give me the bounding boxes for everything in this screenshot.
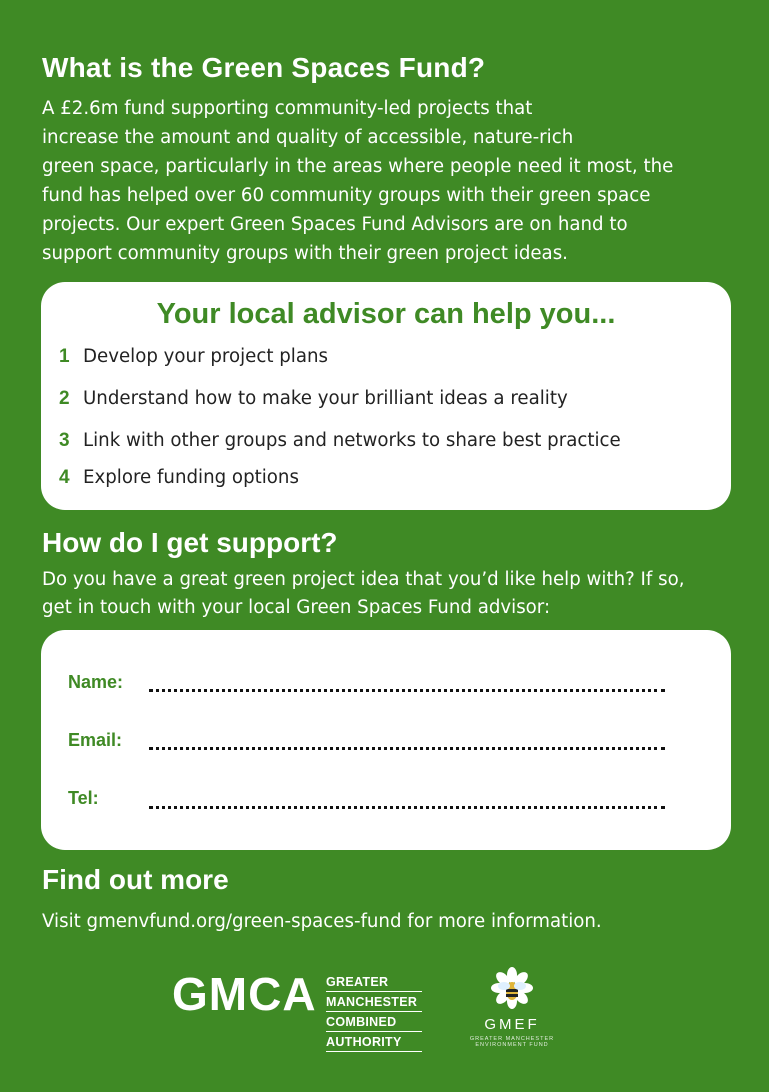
help-list-item bbox=[59, 467, 299, 489]
gmef-logo-subtext: GREATER MANCHESTER ENVIRONMENT FUND bbox=[469, 1036, 555, 1048]
name-field[interactable] bbox=[149, 689, 665, 692]
tel-label: Tel: bbox=[68, 788, 99, 808]
gmca-logo-word: AUTHORITY bbox=[326, 1032, 422, 1052]
help-item-number: 4 bbox=[59, 467, 70, 488]
help-list-item bbox=[59, 430, 621, 452]
gmca-logo-mark: GMCA bbox=[172, 968, 317, 1020]
gmca-logo-word: GREATER bbox=[326, 972, 422, 992]
intro-line: fund has helped over 60 community groups with their green space bbox=[42, 185, 651, 206]
help-item-text: Link with other groups and networks to share best practice bbox=[83, 430, 621, 451]
intro-line: support community groups with their green project ideas. bbox=[42, 243, 568, 264]
advisor-card-title: Your local advisor can help you... bbox=[156, 298, 616, 330]
email-field[interactable] bbox=[149, 747, 665, 750]
gmef-logo bbox=[462, 966, 562, 1056]
gmef-logo-text: GMEF bbox=[484, 1016, 540, 1033]
gmca-logo-word: COMBINED bbox=[326, 1012, 422, 1032]
support-line: Do you have a great green project idea that you’d like help with? If so, bbox=[42, 569, 685, 590]
advisor-help-card bbox=[41, 282, 731, 510]
help-list-item bbox=[59, 388, 568, 410]
help-item-text: Understand how to make your brilliant ideas a reality bbox=[83, 388, 568, 409]
help-item-number: 3 bbox=[59, 430, 70, 451]
page-title: What is the Green Spaces Fund? bbox=[42, 52, 486, 83]
intro-line: A £2.6m fund supporting community-led projects that bbox=[42, 98, 533, 119]
intro-line: green space, particularly in the areas where people need it most, the bbox=[42, 156, 674, 177]
help-list-item bbox=[59, 346, 328, 368]
intro-paragraph bbox=[42, 94, 742, 268]
find-out-text: Visit gmenvfund.org/green-spaces-fund for more information. bbox=[42, 911, 602, 932]
intro-line: projects. Our expert Green Spaces Fund Advisors are on hand to bbox=[42, 214, 628, 235]
help-item-number: 2 bbox=[59, 388, 70, 409]
gmca-logo-word: MANCHESTER bbox=[326, 992, 422, 1012]
support-paragraph bbox=[42, 566, 742, 622]
help-item-number: 1 bbox=[59, 346, 70, 367]
support-line: get in touch with your local Green Spaces Fund advisor: bbox=[42, 597, 551, 618]
find-out-heading: Find out more bbox=[42, 864, 229, 895]
support-heading: How do I get support? bbox=[42, 527, 338, 558]
help-item-text: Develop your project plans bbox=[83, 346, 328, 367]
name-label: Name: bbox=[68, 672, 124, 692]
intro-line: increase the amount and quality of accessible, nature-rich bbox=[42, 127, 574, 148]
help-item-text: Explore funding options bbox=[83, 467, 299, 488]
email-label: Email: bbox=[68, 730, 123, 750]
gmca-logo-words bbox=[326, 972, 422, 1052]
flower-bee-icon bbox=[487, 966, 537, 1014]
tel-field[interactable] bbox=[149, 806, 665, 809]
advisor-contact-form bbox=[41, 630, 731, 850]
